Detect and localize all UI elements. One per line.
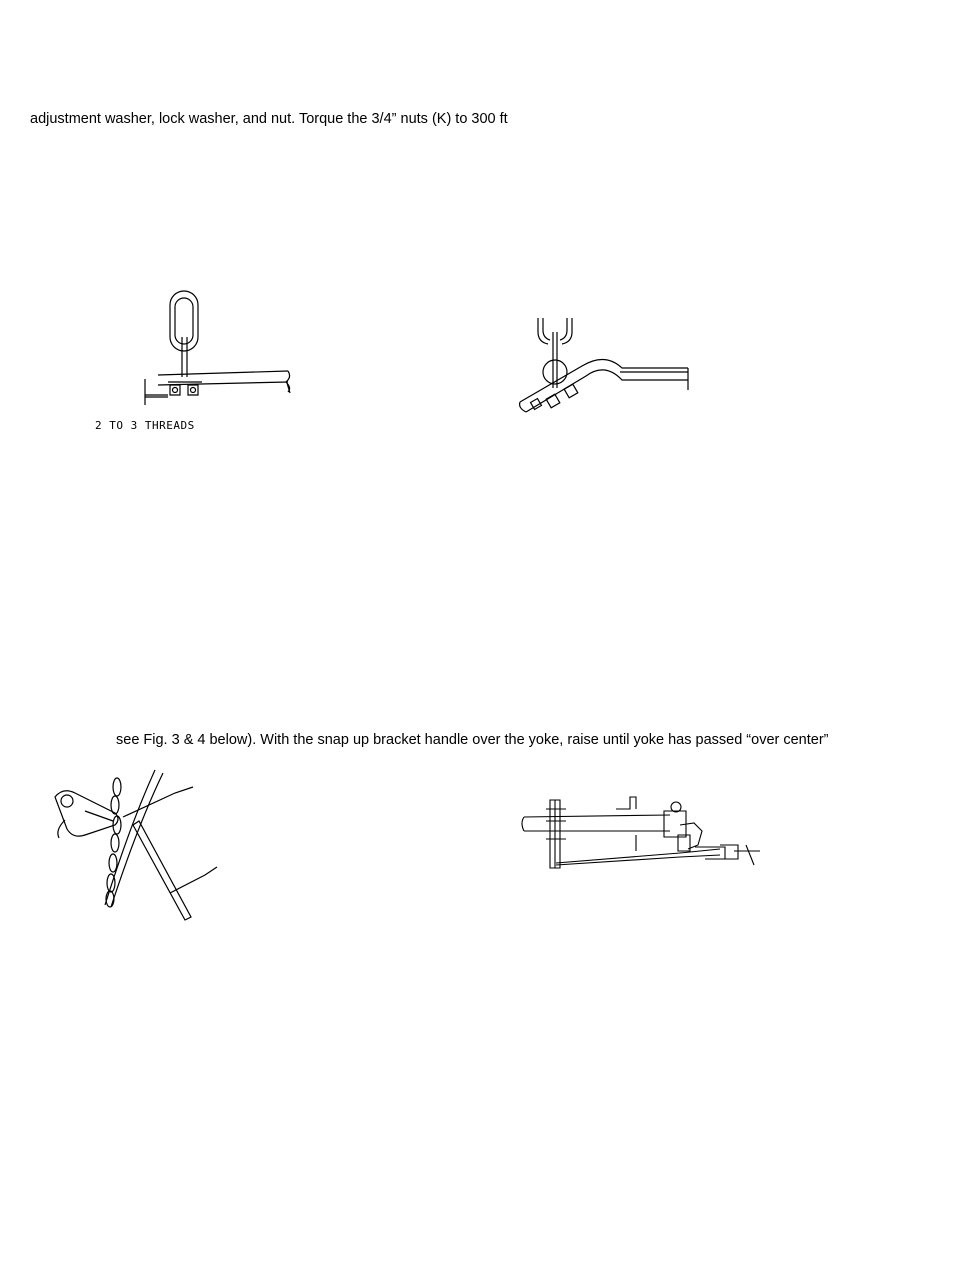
figure-hitch-side-view <box>520 795 765 875</box>
figure-bent-spring-bar <box>510 310 700 425</box>
figure-snap-up-bracket <box>45 765 225 930</box>
instruction-text-snap-up: see Fig. 3 & 4 below). With the snap up bracket handle over the yoke, raise until yoke has passed “over center” <box>116 732 829 748</box>
instruction-text-torque: adjustment washer, lock washer, and nut. Torque the 3/4” nuts (K) to 300 ft <box>30 111 508 127</box>
figure-spring-bar-threads <box>80 295 310 440</box>
figure-label-threads: 2 TO 3 THREADS <box>95 419 195 432</box>
